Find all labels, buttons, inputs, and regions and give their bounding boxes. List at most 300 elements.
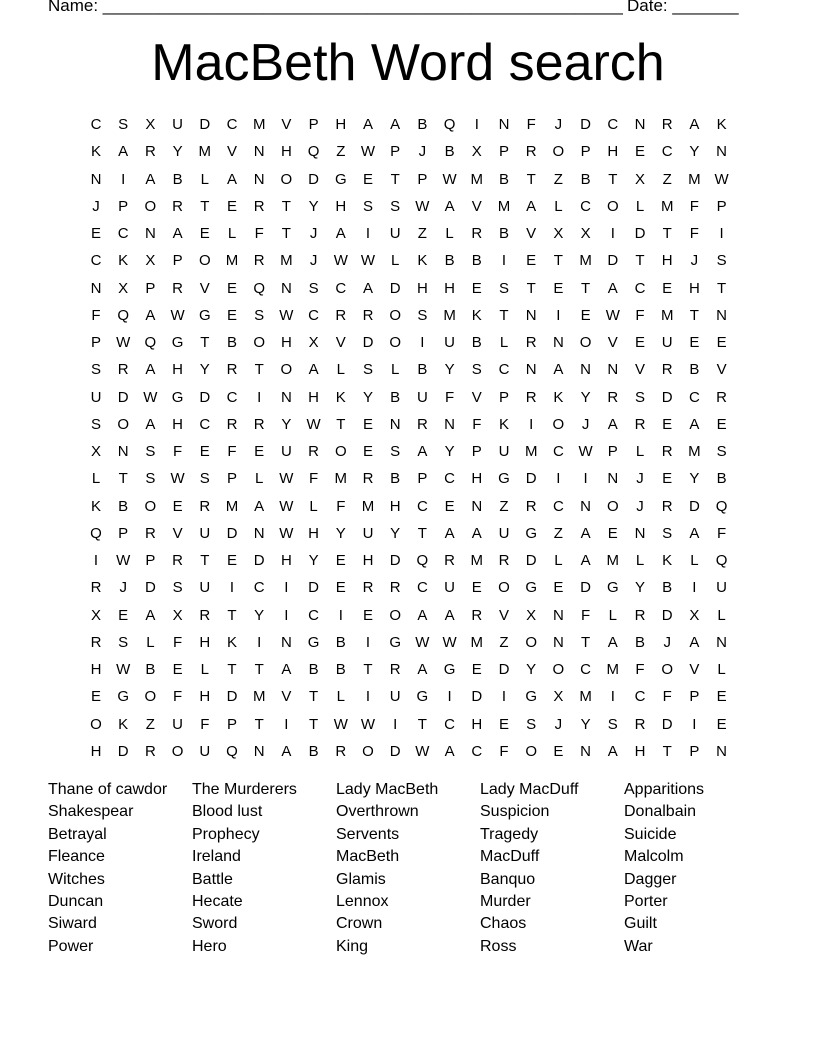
grid-letter[interactable]: B [444, 252, 455, 270]
grid-letter[interactable]: F [227, 443, 237, 460]
grid-letter[interactable]: N [552, 633, 564, 651]
grid-letter[interactable]: T [309, 715, 319, 733]
grid-letter[interactable]: Y [281, 415, 292, 433]
grid-letter[interactable]: L [309, 497, 318, 515]
grid-letter[interactable]: Q [416, 552, 429, 569]
grid-letter[interactable]: C [308, 606, 320, 624]
grid-letter[interactable]: Y [362, 388, 373, 406]
grid-letter[interactable]: E [471, 661, 482, 678]
grid-letter[interactable]: B [417, 116, 428, 133]
grid-letter[interactable]: H [471, 470, 483, 488]
grid-letter[interactable]: W [279, 497, 294, 515]
grid-letter[interactable]: I [529, 415, 534, 433]
grid-letter[interactable]: O [144, 688, 157, 706]
grid-letter[interactable]: W [306, 415, 321, 433]
grid-letter[interactable]: B [689, 361, 700, 379]
grid-letter[interactable]: R [253, 252, 265, 270]
grid-letter[interactable]: X [145, 252, 156, 270]
grid-letter[interactable]: O [253, 334, 266, 351]
grid-letter[interactable]: T [689, 306, 699, 324]
grid-letter[interactable]: W [116, 334, 131, 351]
grid-letter[interactable]: I [501, 252, 507, 270]
grid-letter[interactable]: P [118, 197, 129, 215]
grid-letter[interactable]: A [689, 116, 700, 133]
grid-letter[interactable]: C [471, 742, 483, 760]
grid-letter[interactable]: C [688, 388, 700, 406]
grid-letter[interactable]: R [661, 443, 673, 460]
grid-letter[interactable]: N [716, 633, 728, 651]
grid-letter[interactable]: S [390, 197, 401, 215]
grid-letter[interactable]: O [552, 661, 565, 678]
grid-letter[interactable]: O [117, 415, 130, 433]
grid-letter[interactable]: J [554, 715, 563, 733]
grid-letter[interactable]: V [526, 225, 537, 242]
grid-letter[interactable]: O [498, 579, 510, 597]
grid-letter[interactable]: F [689, 197, 699, 215]
grid-letter[interactable]: Z [662, 170, 672, 188]
grid-letter[interactable]: I [257, 388, 262, 406]
grid-letter[interactable]: A [281, 661, 292, 678]
grid-letter[interactable]: R [525, 143, 537, 161]
grid-letter[interactable]: C [226, 388, 238, 406]
grid-letter[interactable]: R [199, 606, 211, 624]
grid-letter[interactable]: Q [144, 334, 157, 351]
grid-letter[interactable]: G [334, 170, 347, 188]
grid-letter[interactable]: W [170, 470, 185, 488]
grid-letter[interactable]: Y [335, 524, 346, 542]
grid-letter[interactable]: R [226, 415, 238, 433]
grid-letter[interactable]: B [308, 661, 319, 678]
grid-letter[interactable]: R [172, 279, 184, 297]
grid-letter[interactable]: P [498, 143, 509, 161]
grid-letter[interactable]: T [254, 715, 264, 733]
grid-letter[interactable]: Z [499, 497, 509, 515]
grid-letter[interactable]: N [607, 470, 619, 488]
grid-letter[interactable]: D [498, 661, 510, 678]
grid-letter[interactable]: I [420, 334, 425, 351]
grid-letter[interactable]: W [116, 661, 131, 678]
grid-letter[interactable]: L [690, 552, 699, 569]
grid-letter[interactable]: D [362, 334, 374, 351]
grid-letter[interactable]: R [525, 334, 537, 351]
grid-letter[interactable]: H [90, 742, 102, 760]
grid-letter[interactable]: Y [580, 715, 591, 733]
grid-letter[interactable]: A [145, 415, 156, 433]
grid-letter[interactable]: F [173, 688, 183, 706]
grid-letter[interactable]: A [471, 524, 482, 542]
grid-letter[interactable]: C [498, 361, 510, 379]
grid-letter[interactable]: V [607, 334, 618, 351]
grid-letter[interactable]: T [662, 225, 672, 242]
grid-letter[interactable]: F [635, 306, 645, 324]
grid-letter[interactable]: B [390, 470, 401, 488]
grid-letter[interactable]: B [471, 252, 482, 270]
grid-letter[interactable]: H [308, 388, 320, 406]
grid-letter[interactable]: M [470, 552, 484, 569]
grid-letter[interactable]: C [444, 715, 456, 733]
grid-letter[interactable]: R [144, 742, 156, 760]
grid-letter[interactable]: B [716, 470, 727, 488]
grid-letter[interactable]: E [172, 497, 183, 515]
grid-letter[interactable]: P [308, 116, 319, 133]
grid-letter[interactable]: M [606, 552, 620, 569]
grid-letter[interactable]: H [280, 552, 292, 569]
grid-letter[interactable]: W [333, 252, 348, 270]
grid-letter[interactable]: R [498, 552, 510, 569]
grid-letter[interactable]: L [608, 606, 617, 624]
grid-letter[interactable]: U [498, 524, 510, 542]
grid-letter[interactable]: G [416, 688, 429, 706]
grid-letter[interactable]: S [90, 415, 101, 433]
grid-letter[interactable]: O [389, 334, 402, 351]
grid-letter[interactable]: X [308, 334, 319, 351]
grid-letter[interactable]: N [90, 170, 102, 188]
grid-letter[interactable]: D [389, 279, 401, 297]
grid-letter[interactable]: B [662, 579, 673, 597]
grid-letter[interactable]: E [716, 334, 727, 351]
grid-letter[interactable]: S [90, 361, 101, 379]
grid-letter[interactable]: N [716, 143, 728, 161]
grid-letter[interactable]: L [200, 170, 209, 188]
grid-letter[interactable]: D [661, 606, 673, 624]
grid-letter[interactable]: I [338, 606, 343, 624]
grid-letter[interactable]: E [362, 443, 373, 460]
grid-letter[interactable]: W [333, 715, 348, 733]
grid-letter[interactable]: I [121, 170, 126, 188]
grid-letter[interactable]: L [445, 225, 454, 242]
grid-letter[interactable]: P [607, 443, 618, 460]
grid-letter[interactable]: O [525, 633, 538, 651]
grid-letter[interactable]: W [360, 252, 376, 270]
grid-letter[interactable]: V [471, 388, 482, 406]
grid-letter[interactable]: R [117, 361, 129, 379]
grid-letter[interactable]: C [661, 143, 673, 161]
grid-letter[interactable]: R [471, 606, 483, 624]
grid-letter[interactable]: V [281, 688, 292, 706]
grid-letter[interactable]: O [280, 361, 293, 379]
grid-letter[interactable]: Y [526, 661, 537, 678]
grid-letter[interactable]: R [253, 197, 265, 215]
grid-letter[interactable]: C [634, 688, 646, 706]
grid-letter[interactable]: M [660, 306, 674, 324]
grid-letter[interactable]: O [280, 170, 293, 188]
grid-letter[interactable]: P [471, 443, 482, 460]
grid-letter[interactable]: S [118, 116, 129, 133]
grid-letter[interactable]: K [417, 252, 428, 270]
grid-letter[interactable]: R [389, 579, 401, 597]
grid-letter[interactable]: C [552, 443, 564, 460]
grid-letter[interactable]: E [90, 225, 101, 242]
grid-letter[interactable]: I [692, 715, 697, 733]
grid-letter[interactable]: M [198, 143, 212, 161]
grid-letter[interactable]: S [471, 361, 482, 379]
grid-letter[interactable]: O [606, 197, 619, 215]
grid-letter[interactable]: C [226, 116, 238, 133]
name-field[interactable]: Name: _______________________________________________________ [48, 0, 623, 15]
grid-letter[interactable]: Z [553, 170, 563, 188]
grid-letter[interactable]: T [227, 661, 237, 678]
grid-letter[interactable]: T [336, 415, 346, 433]
grid-letter[interactable]: W [415, 633, 430, 651]
grid-letter[interactable]: D [525, 552, 537, 569]
grid-letter[interactable]: F [635, 661, 645, 678]
grid-letter[interactable]: E [634, 334, 645, 351]
grid-letter[interactable]: P [689, 688, 700, 706]
grid-letter[interactable]: P [580, 143, 591, 161]
grid-letter[interactable]: L [554, 552, 563, 569]
grid-letter[interactable]: T [662, 742, 672, 760]
grid-letter[interactable]: F [472, 415, 482, 433]
grid-letter[interactable]: N [471, 497, 483, 515]
grid-letter[interactable]: W [578, 443, 593, 460]
grid-letter[interactable]: Q [307, 143, 320, 161]
grid-letter[interactable]: V [498, 606, 509, 624]
grid-letter[interactable]: U [716, 579, 728, 597]
grid-letter[interactable]: C [416, 579, 428, 597]
grid-letter[interactable]: U [199, 524, 211, 542]
grid-letter[interactable]: J [309, 225, 318, 242]
grid-letter[interactable]: Q [715, 497, 728, 515]
grid-letter[interactable]: Y [689, 470, 700, 488]
grid-letter[interactable]: A [417, 661, 428, 678]
grid-letter[interactable]: A [254, 497, 265, 515]
grid-letter[interactable]: E [634, 143, 645, 161]
grid-letter[interactable]: M [334, 470, 348, 488]
grid-letter[interactable]: D [308, 579, 320, 597]
grid-letter[interactable]: K [716, 116, 727, 133]
grid-letter[interactable]: I [284, 606, 289, 624]
grid-letter[interactable]: H [199, 633, 211, 651]
grid-letter[interactable]: T [581, 633, 591, 651]
grid-letter[interactable]: T [581, 279, 591, 297]
grid-letter[interactable]: N [253, 742, 265, 760]
grid-letter[interactable]: A [308, 361, 319, 379]
grid-letter[interactable]: D [580, 116, 592, 133]
grid-letter[interactable]: E [662, 279, 673, 297]
grid-letter[interactable]: H [335, 116, 347, 133]
grid-letter[interactable]: J [636, 497, 644, 515]
grid-letter[interactable]: O [579, 334, 592, 351]
grid-letter[interactable]: N [389, 415, 401, 433]
grid-letter[interactable]: T [254, 361, 264, 379]
grid-letter[interactable]: B [172, 170, 183, 188]
grid-letter[interactable]: X [90, 443, 101, 460]
grid-letter[interactable]: M [470, 633, 484, 651]
grid-letter[interactable]: T [363, 661, 373, 678]
grid-letter[interactable]: X [471, 143, 482, 161]
grid-letter[interactable]: N [552, 606, 564, 624]
grid-letter[interactable]: N [498, 116, 510, 133]
grid-letter[interactable]: Y [634, 579, 645, 597]
grid-letter[interactable]: K [553, 388, 564, 406]
grid-letter[interactable]: N [117, 443, 129, 460]
grid-letter[interactable]: Y [199, 361, 210, 379]
grid-letter[interactable]: M [660, 197, 674, 215]
grid-letter[interactable]: C [90, 252, 102, 270]
grid-letter[interactable]: R [634, 415, 646, 433]
grid-letter[interactable]: K [226, 633, 237, 651]
grid-letter[interactable]: O [171, 742, 184, 760]
grid-letter[interactable]: L [635, 552, 645, 569]
grid-letter[interactable]: J [581, 415, 590, 433]
grid-letter[interactable]: E [226, 306, 237, 324]
grid-letter[interactable]: U [661, 334, 673, 351]
grid-letter[interactable]: B [498, 225, 509, 242]
grid-letter[interactable]: R [661, 116, 673, 133]
grid-letter[interactable]: S [308, 279, 319, 297]
grid-letter[interactable]: A [172, 225, 183, 242]
grid-letter[interactable]: O [552, 415, 565, 433]
grid-letter[interactable]: R [389, 661, 401, 678]
grid-letter[interactable]: H [172, 415, 184, 433]
grid-letter[interactable]: O [198, 252, 211, 270]
grid-letter[interactable]: B [471, 334, 482, 351]
grid-letter[interactable]: T [417, 715, 427, 733]
grid-letter[interactable]: E [662, 415, 673, 433]
grid-letter[interactable]: L [635, 443, 645, 460]
grid-letter[interactable]: C [199, 415, 211, 433]
grid-letter[interactable]: O [606, 497, 619, 515]
grid-letter[interactable]: H [416, 279, 428, 297]
grid-letter[interactable]: W [279, 470, 294, 488]
grid-letter[interactable]: M [225, 497, 239, 515]
grid-letter[interactable]: E [689, 334, 700, 351]
grid-letter[interactable]: L [554, 197, 563, 215]
grid-letter[interactable]: P [417, 470, 428, 488]
grid-letter[interactable]: D [226, 524, 238, 542]
grid-letter[interactable]: M [443, 306, 456, 324]
grid-letter[interactable]: D [607, 252, 619, 270]
grid-letter[interactable]: T [553, 252, 563, 270]
grid-letter[interactable]: U [90, 388, 102, 406]
grid-letter[interactable]: R [661, 497, 673, 515]
grid-letter[interactable]: S [662, 524, 673, 542]
grid-letter[interactable]: E [553, 742, 564, 760]
grid-letter[interactable]: V [716, 361, 727, 379]
grid-letter[interactable]: Z [417, 225, 427, 242]
grid-letter[interactable]: N [634, 524, 646, 542]
grid-letter[interactable]: O [362, 742, 374, 760]
grid-letter[interactable]: A [607, 742, 618, 760]
grid-letter[interactable]: P [498, 388, 509, 406]
grid-letter[interactable]: M [524, 443, 538, 460]
grid-letter[interactable]: T [254, 661, 264, 678]
grid-letter[interactable]: J [554, 116, 563, 133]
grid-letter[interactable]: E [118, 606, 129, 624]
grid-letter[interactable]: H [362, 552, 374, 569]
grid-letter[interactable]: U [498, 443, 510, 460]
grid-letter[interactable]: E [226, 552, 237, 569]
grid-letter[interactable]: P [118, 524, 129, 542]
grid-letter[interactable]: A [145, 170, 156, 188]
grid-letter[interactable]: G [525, 688, 538, 706]
grid-letter[interactable]: I [257, 633, 262, 651]
grid-letter[interactable]: E [444, 497, 455, 515]
grid-letter[interactable]: T [390, 170, 400, 188]
grid-letter[interactable]: O [525, 742, 538, 760]
grid-letter[interactable]: F [499, 742, 509, 760]
grid-letter[interactable]: A [281, 742, 292, 760]
grid-letter[interactable]: A [689, 524, 700, 542]
grid-letter[interactable]: I [583, 470, 588, 488]
grid-letter[interactable]: Q [253, 279, 266, 297]
grid-letter[interactable]: Y [444, 361, 455, 379]
grid-letter[interactable]: N [280, 633, 292, 651]
grid-letter[interactable]: R [199, 497, 211, 515]
grid-letter[interactable]: S [145, 443, 156, 460]
grid-letter[interactable]: B [580, 170, 591, 188]
grid-letter[interactable]: M [579, 688, 592, 706]
grid-letter[interactable]: F [173, 443, 183, 460]
grid-letter[interactable]: R [634, 715, 646, 733]
grid-letter[interactable]: N [716, 742, 728, 760]
grid-letter[interactable]: Y [254, 606, 265, 624]
grid-letter[interactable]: E [335, 552, 346, 569]
grid-letter[interactable]: I [447, 688, 452, 706]
grid-letter[interactable]: E [607, 524, 618, 542]
grid-letter[interactable]: A [689, 633, 700, 651]
grid-letter[interactable]: E [553, 579, 564, 597]
grid-letter[interactable]: S [118, 633, 129, 651]
grid-letter[interactable]: F [717, 524, 727, 542]
grid-letter[interactable]: S [417, 306, 428, 324]
grid-letter[interactable]: B [390, 388, 401, 406]
grid-letter[interactable]: U [444, 579, 456, 597]
grid-letter[interactable]: N [552, 334, 564, 351]
grid-letter[interactable]: E [226, 279, 237, 297]
grid-letter[interactable]: L [391, 361, 400, 379]
grid-letter[interactable]: C [444, 470, 456, 488]
grid-letter[interactable]: M [225, 252, 239, 270]
grid-letter[interactable]: N [90, 279, 102, 297]
grid-letter[interactable]: N [253, 143, 265, 161]
grid-letter[interactable]: G [525, 524, 538, 542]
grid-letter[interactable]: G [606, 579, 619, 597]
grid-letter[interactable]: N [280, 279, 292, 297]
grid-letter[interactable]: I [610, 225, 615, 242]
grid-letter[interactable]: R [444, 552, 456, 569]
grid-letter[interactable]: X [90, 606, 101, 624]
grid-letter[interactable]: A [444, 524, 455, 542]
grid-letter[interactable]: J [418, 143, 427, 161]
grid-letter[interactable]: F [662, 688, 672, 706]
grid-letter[interactable]: T [200, 552, 210, 569]
grid-letter[interactable]: P [145, 279, 156, 297]
grid-letter[interactable]: E [498, 715, 509, 733]
grid-letter[interactable]: R [172, 197, 184, 215]
grid-letter[interactable]: L [635, 197, 645, 215]
grid-letter[interactable]: E [471, 579, 482, 597]
grid-letter[interactable]: P [226, 715, 237, 733]
grid-letter[interactable]: I [365, 633, 371, 651]
grid-letter[interactable]: W [143, 388, 158, 406]
grid-letter[interactable]: H [389, 497, 401, 515]
grid-letter[interactable]: S [199, 470, 210, 488]
grid-letter[interactable]: H [607, 143, 619, 161]
grid-letter[interactable]: A [226, 170, 237, 188]
grid-letter[interactable]: V [226, 143, 237, 161]
grid-letter[interactable]: E [526, 252, 537, 270]
grid-letter[interactable]: R [661, 361, 673, 379]
grid-letter[interactable]: W [170, 306, 185, 324]
grid-letter[interactable]: G [525, 579, 538, 597]
grid-letter[interactable]: T [526, 279, 536, 297]
grid-letter[interactable]: O [144, 497, 157, 515]
grid-letter[interactable]: D [688, 497, 700, 515]
grid-letter[interactable]: R [90, 579, 102, 597]
grid-letter[interactable]: A [145, 361, 156, 379]
grid-letter[interactable]: D [199, 116, 211, 133]
